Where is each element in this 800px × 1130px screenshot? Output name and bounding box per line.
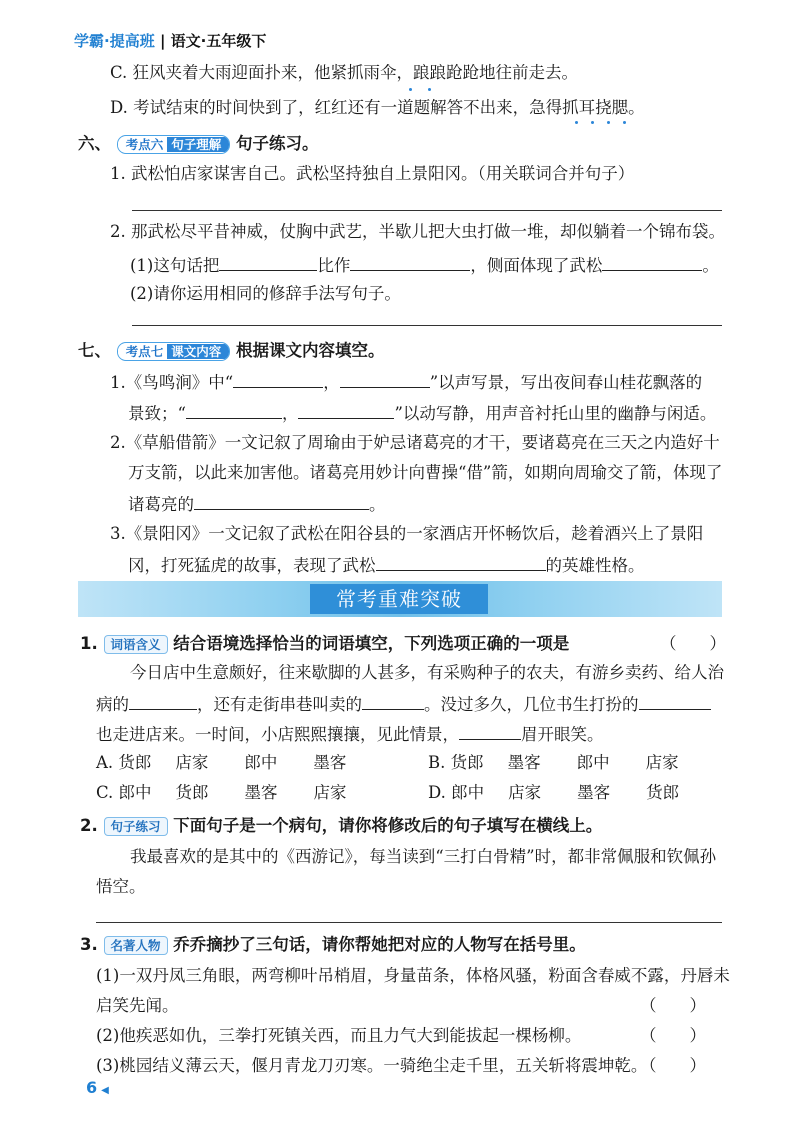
- s6-question-1: 1. 武松怕店家谋害自己。武松坚持独自上景阳冈。（用关联词合并句子）: [110, 164, 635, 183]
- answer-paren[interactable]: （ ）: [660, 634, 726, 653]
- s7-q2-line2: 万支箭，以此来加害他。诸葛亮用妙计向曹操“借”箭，如期向周瑜交了箭，体现了: [128, 463, 723, 482]
- b1-passage-1: 今日店中生意颇好，往来歇脚的人甚多，有采购种子的农夫，有游乡卖药、给人治: [130, 663, 724, 682]
- category-tag: 词语含义: [104, 635, 168, 654]
- blank[interactable]: [129, 692, 197, 710]
- b1-passage-3: 也走进店来。一时间，小店熙熙攘攘，见此情景， 眉开眼笑。: [96, 722, 604, 746]
- section-number: 七、: [78, 341, 111, 360]
- b1-option-d[interactable]: D. 郎中 店家 墨客 货郎: [428, 783, 680, 802]
- category-tag: 名著人物: [104, 936, 168, 955]
- header-separator: |: [159, 32, 166, 50]
- answer-paren[interactable]: （ ）: [640, 1056, 706, 1075]
- s7-q2-line1: 2.《草船借箭》一文记叙了周瑜由于妒忌诸葛亮的才干，要诸葛亮在三天之内造好十: [110, 433, 720, 452]
- blank[interactable]: [350, 253, 470, 271]
- topic-tag: 考点七 课文内容: [117, 342, 231, 361]
- emphasis-dot: [428, 88, 431, 91]
- running-header: [74, 30, 266, 51]
- question-title: 乔乔摘抄了三句话，请你帮她把对应的人物写在括号里。: [173, 935, 586, 954]
- blank[interactable]: [219, 253, 317, 271]
- option-c: C. 狂风夹着大雨迎面扑来，他紧抓雨伞，踉踉跄跄地往前走去。: [110, 63, 579, 82]
- header-subject: 语文·五年级下: [170, 32, 267, 50]
- b1-option-b[interactable]: B. 货郎 墨客 郎中 店家: [428, 753, 679, 772]
- answer-line[interactable]: [96, 922, 722, 923]
- emphasis-dot: [623, 121, 626, 124]
- answer-line[interactable]: [132, 210, 722, 211]
- b2-sentence-2: 悟空。: [96, 877, 146, 896]
- blank[interactable]: [376, 553, 546, 571]
- blank[interactable]: [194, 492, 369, 510]
- section-title: 句子练习。: [236, 134, 319, 153]
- blank[interactable]: [459, 722, 521, 740]
- page-arrow-icon: ◀: [101, 1085, 109, 1096]
- page-number: 6 ◀: [86, 1078, 109, 1097]
- answer-paren[interactable]: （ ）: [640, 996, 706, 1015]
- s7-q2-line3: 诸葛亮的 。: [128, 492, 386, 516]
- question-title: 结合语境选择恰当的词语填空，下列选项正确的一项是: [173, 634, 570, 653]
- b1-option-a[interactable]: A. 货郎 店家 郎中 墨客: [96, 753, 347, 772]
- blank[interactable]: [298, 401, 394, 419]
- emphasis-dot: [607, 121, 610, 124]
- b1-option-c[interactable]: C. 郎中 货郎 墨客 店家: [96, 783, 347, 802]
- b3-heading: 3. 名著人物 乔乔摘抄了三句话，请你帮她把对应的人物写在括号里。: [80, 935, 586, 954]
- blank[interactable]: [233, 370, 323, 388]
- blank[interactable]: [186, 401, 282, 419]
- topic-tag: 考点六 句子理解: [117, 135, 231, 154]
- banner-title: 常考重难突破: [310, 584, 488, 614]
- emphasis-dot: [409, 88, 412, 91]
- category-tag: 句子练习: [104, 817, 168, 836]
- s6-question-2-1: (1)这句话把 比作 ，侧面体现了武松 。: [130, 253, 719, 277]
- blank[interactable]: [639, 692, 711, 710]
- section-title: 根据课文内容填空。: [236, 341, 385, 360]
- b1-passage-2: 病的 ，还有走街串巷叫卖的 。没过多久，几位书生打扮的: [96, 692, 711, 716]
- emphasis-dot: [575, 121, 578, 124]
- s7-q3-line2: 冈，打死猛虎的故事，表现了武松 的英雄性格。: [128, 553, 645, 577]
- section-banner: [78, 581, 722, 617]
- blank[interactable]: [602, 253, 702, 271]
- b3-quote-1a: (1)一双丹凤三角眼，两弯柳叶吊梢眉，身量苗条，体格风骚，粉面含春威不露，丹唇未: [96, 966, 730, 985]
- b2-heading: 2. 句子练习 下面句子是一个病句，请你将修改后的句子填写在横线上。: [80, 816, 603, 835]
- answer-line[interactable]: [132, 325, 722, 326]
- s6-question-2-2: (2)请你运用相同的修辞手法写句子。: [130, 284, 401, 303]
- answer-paren[interactable]: （ ）: [640, 1026, 706, 1045]
- question-title: 下面句子是一个病句，请你将修改后的句子填写在横线上。: [173, 816, 603, 835]
- section-6-heading: [78, 133, 319, 155]
- s7-q1-line2: 景致；“ ， ”以动写静，用声音衬托山里的幽静与闲适。: [128, 401, 716, 425]
- option-d: D. 考试结束的时间快到了，红红还有一道题解答不出来，急得抓耳挠腮。: [110, 98, 645, 117]
- s7-q1-line1: 1.《鸟鸣涧》中“ ， ”以声写景，写出夜间春山桂花飘落的: [110, 370, 702, 394]
- b3-quote-2: (2)他疾恶如仇，三拳打死镇关西，而且力气大到能拔起一棵杨柳。: [96, 1026, 582, 1045]
- emphasis-dot: [591, 121, 594, 124]
- b1-heading: 1. 词语含义 结合语境选择恰当的词语填空，下列选项正确的一项是: [80, 634, 570, 653]
- section-7-heading: [78, 340, 385, 362]
- s7-q3-line1: 3.《景阳冈》一文记叙了武松在阳谷县的一家酒店开怀畅饮后，趁着酒兴上了景阳: [110, 524, 704, 543]
- brand-logo: 学霸·提高班: [74, 32, 155, 50]
- b2-sentence-1: 我最喜欢的是其中的《西游记》，每当读到“三打白骨精”时，都非常佩服和钦佩孙: [130, 847, 717, 866]
- b3-quote-1b: 启笑先闻。: [96, 996, 179, 1015]
- s6-question-2: 2. 那武松尽平昔神威，仗胸中武艺，半歇儿把大虫打做一堆，却似躺着一个锦布袋。: [110, 222, 725, 241]
- blank[interactable]: [340, 370, 430, 388]
- section-number: 六、: [78, 134, 111, 153]
- blank[interactable]: [362, 692, 424, 710]
- b3-quote-3: (3)桃园结义薄云天，偃月青龙刀刃寒。一骑绝尘走千里，五关斩将震坤乾。: [96, 1056, 648, 1075]
